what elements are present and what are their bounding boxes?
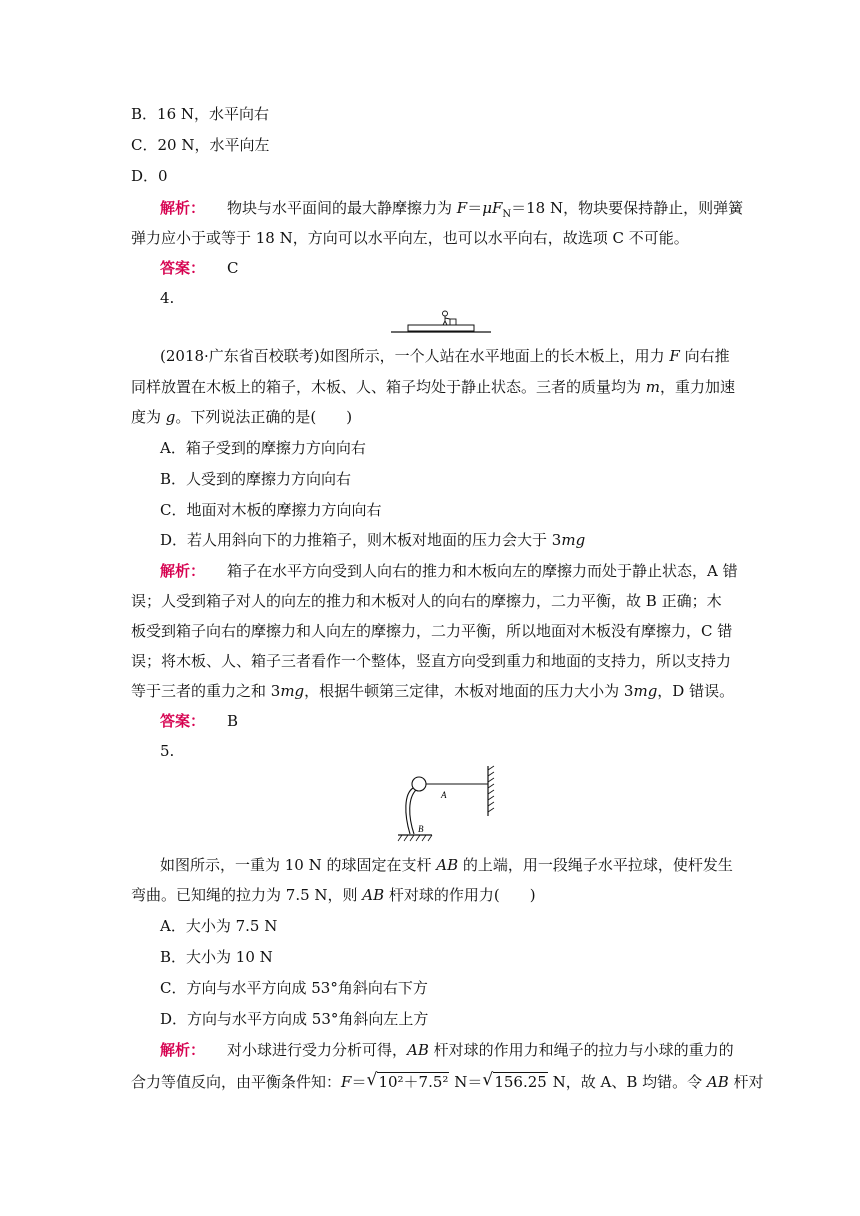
q5-number: 5. <box>160 742 175 760</box>
symbol: g <box>165 408 176 426</box>
q5-option-b: B．大小为 10 N <box>160 948 273 966</box>
text: 杆对球的作用力( ) <box>384 886 536 904</box>
q3-explanation-1: 解析： 物块与水平面间的最大静摩擦力为 $F=\mu F_N=18$ N，物块要保持静止，则弹簧 <box>160 199 744 220</box>
text: 度为 <box>131 408 166 426</box>
symbol: AB <box>436 856 459 874</box>
q4-stem-1 <box>160 346 760 366</box>
text: D．若人用斜向下的力推箱子，则木板对地面的压力会大于 3 <box>160 531 562 549</box>
text: 如图所示，一重为 10 N 的球固定在支杆 <box>160 856 437 874</box>
option-d: D．0 <box>131 167 168 185</box>
q5-stem-1 <box>160 855 760 875</box>
option-b: B．16 N，水平向右 <box>131 105 270 123</box>
q5-explanation-1 <box>160 1040 760 1060</box>
text: ，根据牛顿第三定律，木板对地面的压力大小为 3 <box>304 682 634 700</box>
answer-value: B <box>227 712 239 730</box>
q4-figure-board <box>388 310 494 334</box>
symbol: mg <box>280 682 305 700</box>
symbol: AB <box>362 886 385 904</box>
text: 10²＋7.5² <box>378 1073 449 1091</box>
q4-explanation-5 <box>131 681 735 701</box>
q3-answer <box>160 258 760 278</box>
answer-value: C <box>227 259 239 277</box>
q5-explanation-2: 合力等值反向，由平衡条件知：F＝√ 10²＋7.5² N＝√ 156.25 N，故 A、B 均错。令 AB 杆对 <box>131 1072 731 1092</box>
text: 弯曲。已知绳的拉力为 7.5 N，则 <box>131 886 363 904</box>
q4-option-b: B．人受到的摩擦力方向向右 <box>160 470 352 488</box>
symbol: AB <box>407 1041 429 1059</box>
text: 156.25 <box>494 1073 547 1091</box>
symbol: F <box>456 199 468 217</box>
text: 等于三者的重力之和 3 <box>131 682 281 700</box>
q4-option-c: C．地面对木板的摩擦力方向向右 <box>160 501 382 519</box>
symbol: mg <box>561 531 586 549</box>
text: ，重力加速 <box>660 378 736 396</box>
text: 。下列说法正确的是( ) <box>175 408 353 426</box>
text: ，D 错误。 <box>657 682 735 700</box>
sqrt-expression-1 <box>368 1072 449 1092</box>
text: 同样放置在木板上的箱子，木板、人、箱子均处于静止状态。三者的质量均为 <box>131 378 646 396</box>
sqrt-expression-2 <box>484 1072 548 1092</box>
option-c: C．20 N，水平向左 <box>131 136 270 154</box>
explanation-label: 解析： <box>160 562 206 580</box>
q5-stem-2 <box>131 885 731 905</box>
q4-number: 4. <box>160 289 175 307</box>
symbol: m <box>645 378 661 396</box>
symbol: F <box>669 347 680 365</box>
q4-stem-3 <box>131 407 731 427</box>
q4-explanation-2: 误；人受到箱子对人的向左的推力和木板对人的向右的摩擦力，二力平衡，故 B 正确；木 <box>131 592 722 610</box>
symbol: AB <box>706 1073 729 1091</box>
symbol: mg <box>633 682 658 700</box>
text: 杆对 <box>728 1073 764 1091</box>
q4-stem-2 <box>131 377 736 397</box>
text: 向右推 <box>679 347 730 365</box>
subscript: N <box>502 209 512 220</box>
answer-label: 答案： <box>160 712 206 730</box>
answer-label: 答案： <box>160 259 206 277</box>
q4-answer <box>160 711 760 731</box>
q5-figure-rod-ball <box>392 762 502 842</box>
q4-option-a: A．箱子受到的摩擦力方向向右 <box>160 439 366 457</box>
symbol: μF <box>482 199 503 217</box>
q5-option-d: D．方向与水平方向成 53°角斜向左上方 <box>160 1010 429 1028</box>
text: 的上端，用一段绳子水平拉球，使杆发生 <box>458 856 733 874</box>
text: N，故 A、B 均错。令 <box>547 1073 707 1091</box>
text: ＝18 N，物块要保持静止，则弹簧 <box>511 199 744 217</box>
q3-explanation-2: 弹力应小于或等于 18 N，方向可以水平向左，也可以水平向右，故选项 C 不可能。 <box>131 229 689 247</box>
label-a: A <box>441 790 447 800</box>
text: N＝ <box>449 1073 483 1091</box>
label-b: B <box>418 824 424 834</box>
explanation-label: 解析： <box>160 1041 206 1059</box>
q4-explanation-1 <box>160 561 760 581</box>
text: 杆对球的作用力和绳子的拉力与小球的重力的 <box>428 1041 734 1059</box>
text: 对小球进行受力分析可得， <box>227 1041 408 1059</box>
symbol: F <box>341 1073 352 1091</box>
q4-option-d <box>160 530 760 550</box>
q5-option-a: A．大小为 7.5 N <box>160 917 278 935</box>
text: 箱子在水平方向受到人向右的推力和木板向左的摩擦力而处于静止状态，A 错 <box>227 562 738 580</box>
text: 合力等值反向，由平衡条件知： <box>131 1073 342 1091</box>
q4-explanation-3: 板受到箱子向右的摩擦力和人向左的摩擦力，二力平衡，所以地面对木板没有摩擦力，C 错 <box>131 622 733 640</box>
text: (2018·广东省百校联考)如图所示，一个人站在水平地面上的长木板上，用力 <box>160 347 670 365</box>
q4-explanation-4: 误；将木板、人、箱子三者看作一个整体，竖直方向受到重力和地面的支持力，所以支持力 <box>131 652 732 670</box>
q5-option-c: C．方向与水平方向成 53°角斜向右下方 <box>160 979 428 997</box>
text: 物块与水平面间的最大静摩擦力为 <box>227 199 457 217</box>
explanation-label: 解析： <box>160 199 206 217</box>
